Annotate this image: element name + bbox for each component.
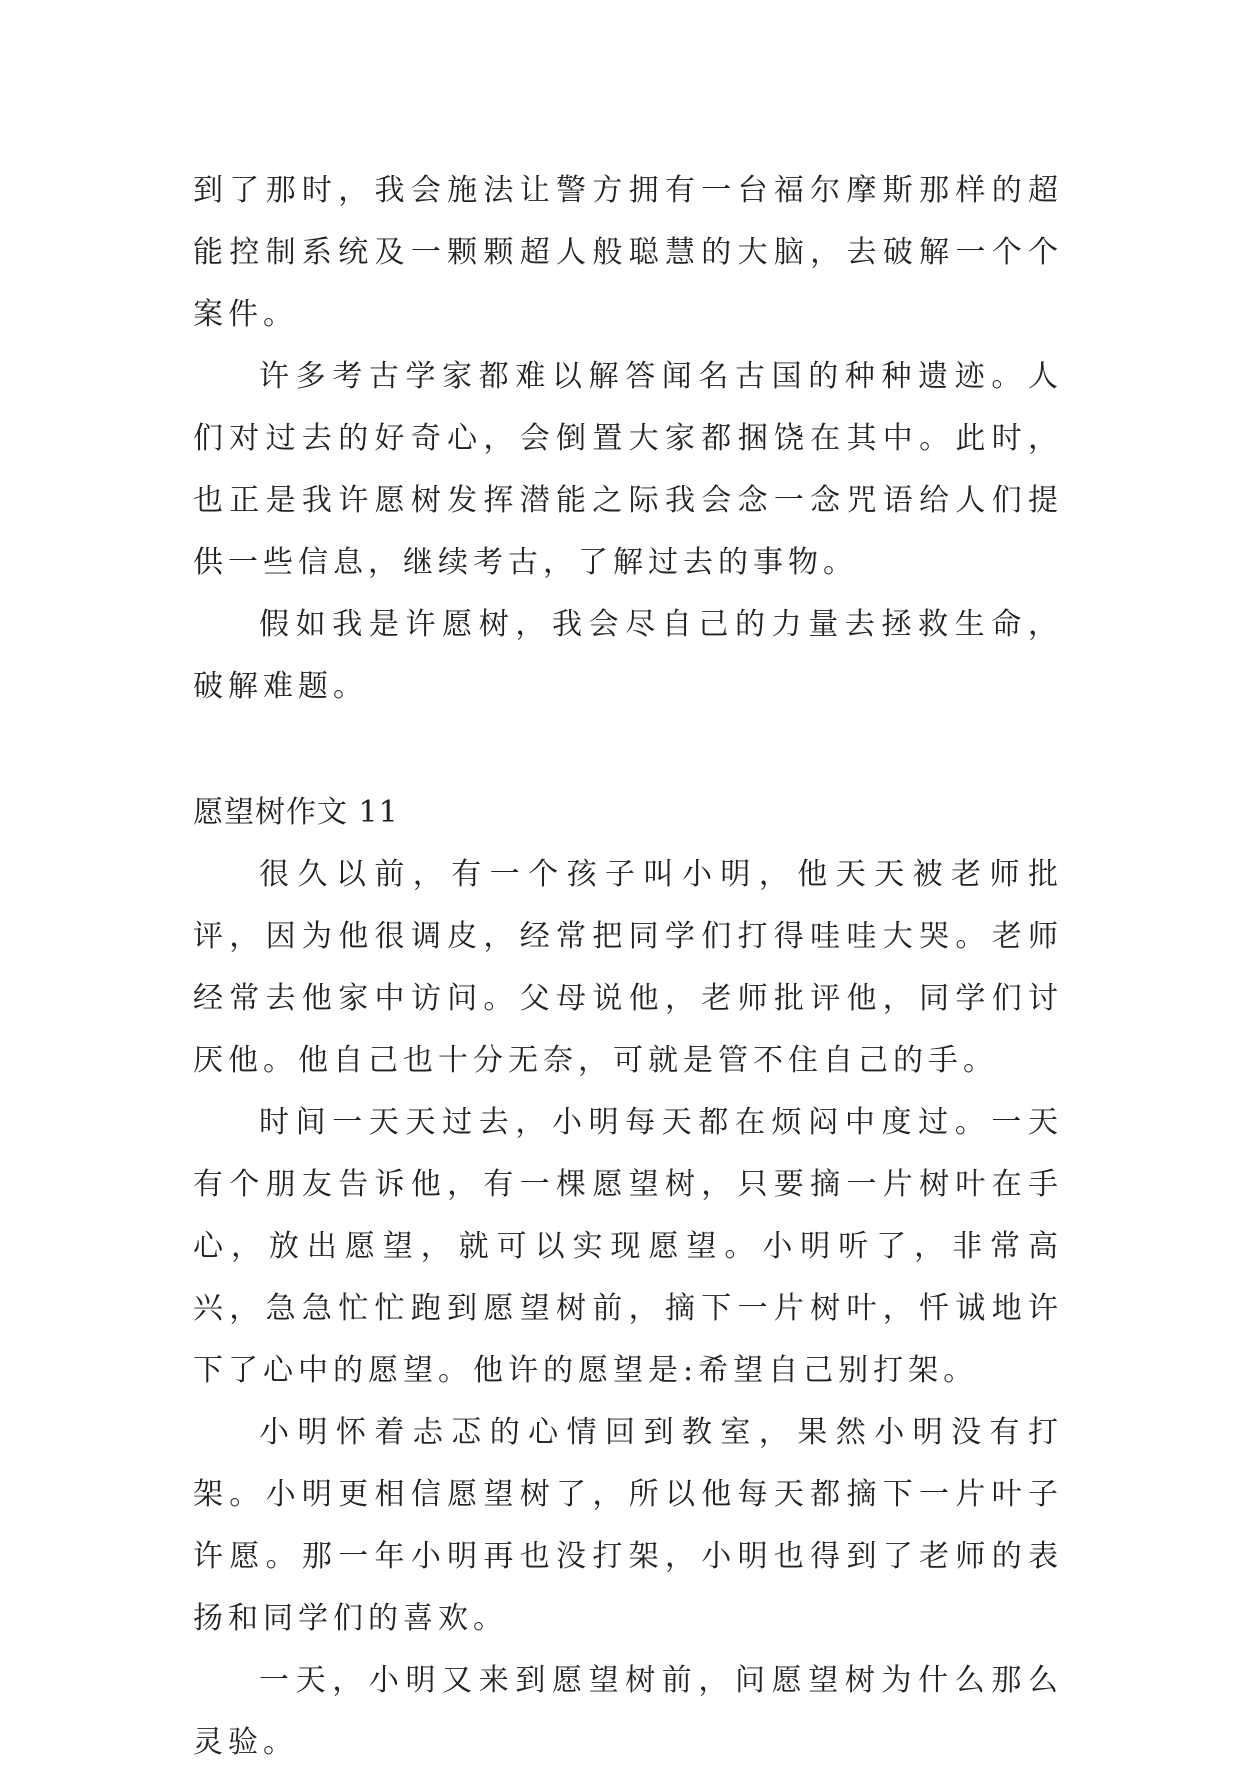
paragraph-story-result: 小明怀着忐忑的心情回到教室，果然小明没有打架。小明更相信愿望树了，所以他每天都摘下一片叶子许愿。那一年小明再也没打架，小明也得到了老师的表扬和同学们的喜欢。 (193, 1415, 1063, 1636)
paragraph-conclusion: 假如我是许愿树，我会尽自己的力量去拯救生命，破解难题。 (193, 607, 1063, 704)
paragraph-story-question: 一天，小明又来到愿望树前，问愿望树为什么那么灵验。 (193, 1663, 1063, 1760)
section-spacer (193, 718, 1063, 782)
document-body (193, 160, 1063, 1774)
paragraph-continued: 到了那时，我会施法让警方拥有一台福尔摩斯那样的超能控制系统及一颗颗超人般聪慧的大脑，去破解一个个案件。 (193, 173, 1063, 332)
paragraph-story-intro: 很久以前，有一个孩子叫小明，他天天被老师批评，因为他很调皮，经常把同学们打得哇哇大哭。老师经常去他家中访问。父母说他，老师批评他，同学们讨厌他。他自己也十分无奈，可就是管不住自己的手。 (193, 857, 1063, 1078)
paragraph-story-wish: 时间一天天过去，小明每天都在烦闷中度过。一天有个朋友告诉他，有一棵愿望树，只要摘一片树叶在手心，放出愿望，就可以实现愿望。小明听了，非常高兴，急急忙忙跑到愿望树前，摘下一片树叶，忏诚地许下了心中的愿望。他许的愿望是:希望自己别打架。 (193, 1105, 1063, 1388)
section-title: 愿望树作文 11 (193, 795, 399, 830)
paragraph-archaeology: 许多考古学家都难以解答闻名古国的种种遗迹。人们对过去的好奇心，会倒置大家都捆饶在其中。此时，也正是我许愿树发挥潜能之际我会念一念咒语给人们提供一些信息，继续考古，了解过去的事物。 (193, 359, 1063, 580)
